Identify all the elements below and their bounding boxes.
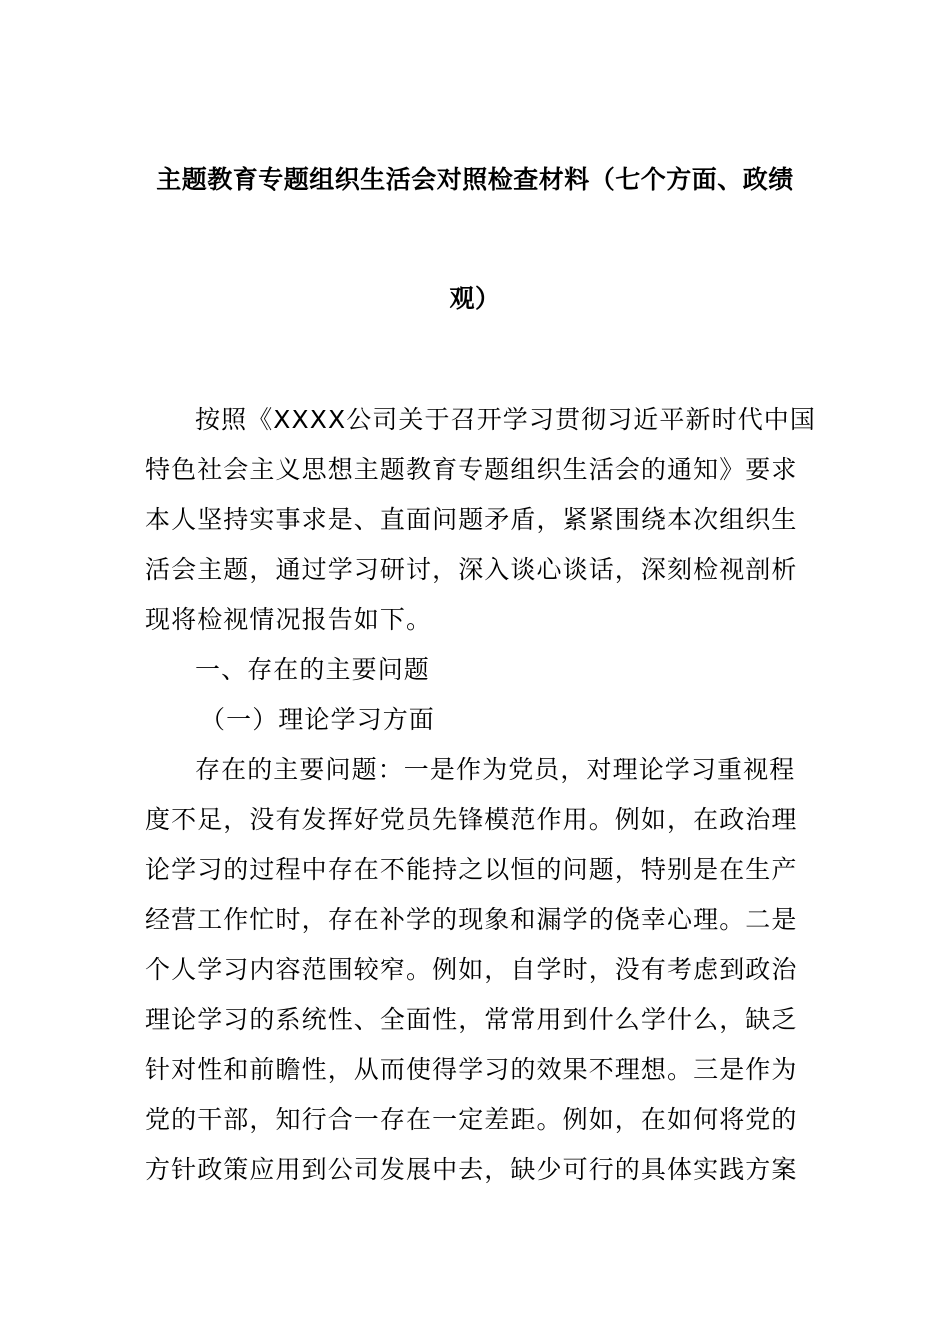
body-paragraph-line: 理论学习的系统性、全面性，常常用到什么学什么，缺乏 (145, 1005, 798, 1034)
body-paragraph-line: 度不足，没有发挥好党员先锋模范作用。例如，在政治理 (145, 805, 798, 834)
intro-paragraph-line: 本人坚持实事求是、直面问题矛盾，紧紧围绕本次组织生 (145, 505, 798, 534)
body-paragraph-line: 经营工作忙时，存在补学的现象和漏学的侥幸心理。二是 (145, 905, 798, 934)
intro-paragraph-line: 特色社会主义思想主题教育专题组织生活会的通知》要求 (145, 455, 798, 484)
body-paragraph-line: 针对性和前瞻性，从而使得学习的效果不理想。三是作为 (145, 1055, 798, 1084)
body-paragraph-line: 存在的主要问题：一是作为党员，对理论学习重视程 (195, 755, 796, 784)
intro-paragraph-line: 活会主题，通过学习研讨，深入谈心谈话，深刻检视剖析 (145, 555, 798, 584)
body-paragraph-line: 党的干部，知行合一存在一定差距。例如，在如何将党的 (145, 1105, 798, 1134)
body-paragraph-line: 个人学习内容范围较窄。例如，自学时，没有考虑到政治 (145, 955, 798, 984)
intro-paragraph-line: 按照《XXXX公司关于召开学习贯彻习近平新时代中国 (195, 405, 817, 434)
intro-paragraph-line: 现将检视情况报告如下。 (145, 605, 433, 634)
subsection-heading: （一）理论学习方面 (200, 705, 435, 734)
document-title-line-2: 观） (449, 284, 501, 313)
body-paragraph-line: 方针政策应用到公司发展中去，缺少可行的具体实践方案 (145, 1155, 798, 1184)
body-paragraph-line: 论学习的过程中存在不能持之以恒的问题，特别是在生产 (145, 855, 798, 884)
section-heading: 一、存在的主要问题 (195, 655, 430, 684)
document-title-line-1: 主题教育专题组织生活会对照检查材料（七个方面、政绩 (156, 165, 794, 194)
